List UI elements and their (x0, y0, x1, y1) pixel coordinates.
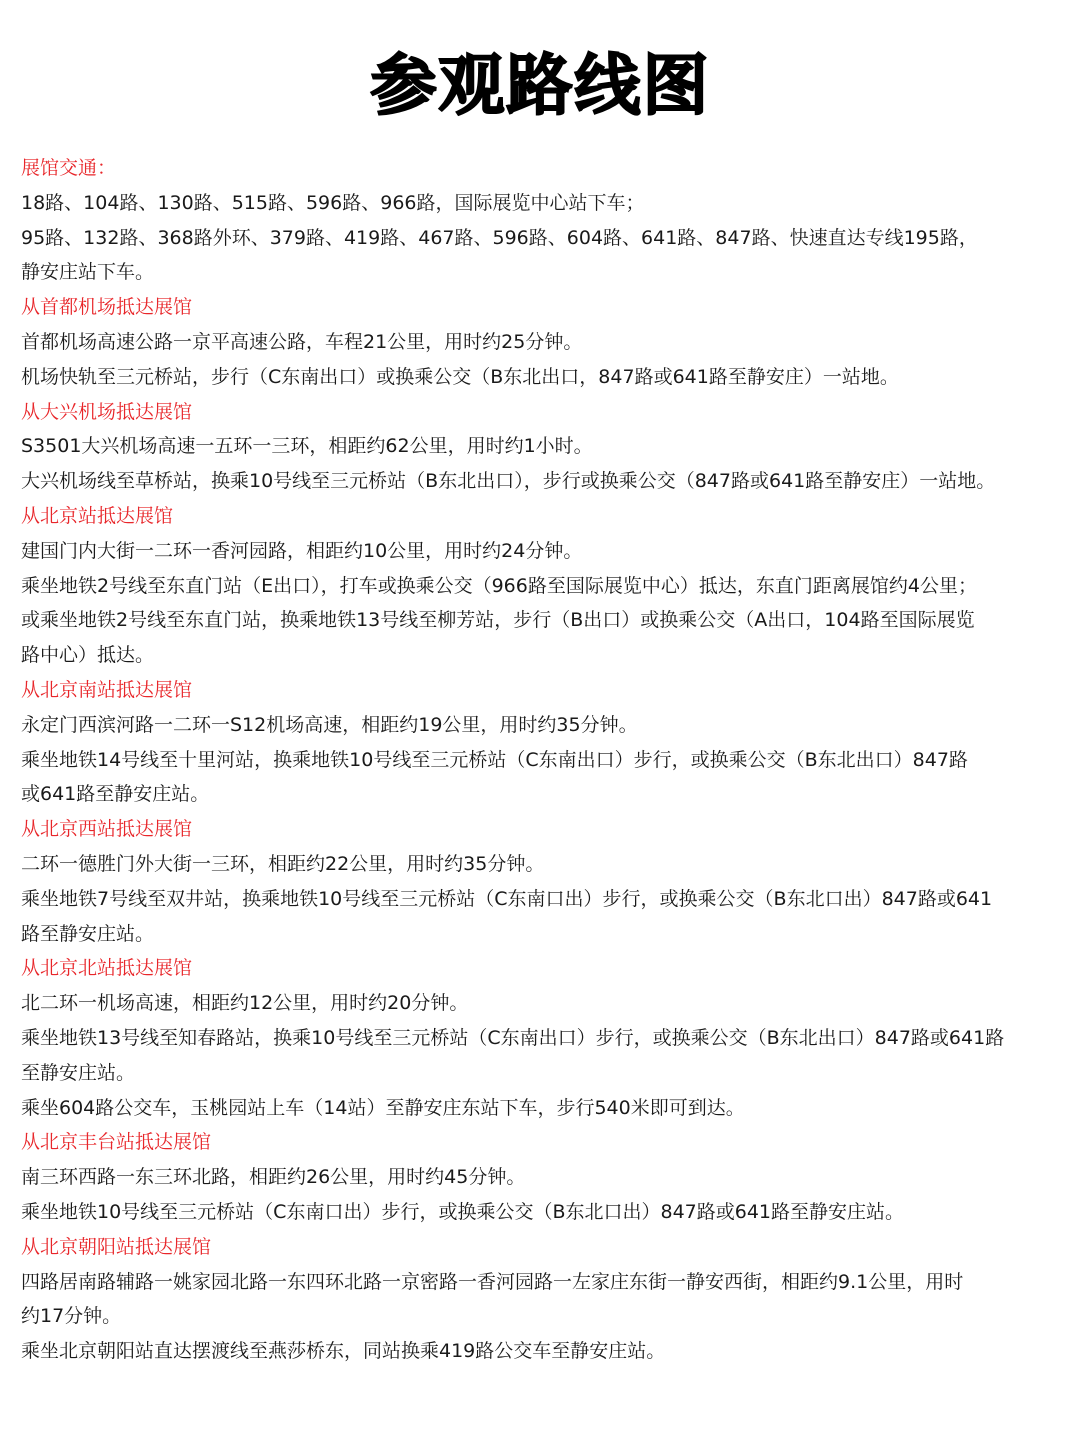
route-line: 乘坐地铁10号线至三元桥站（C东南口出）步行，或换乘公交（B东北口出）847路或641路至静安庄站。 (21, 1200, 905, 1223)
route-section (21, 1125, 1060, 1229)
route-section (21, 951, 1060, 1125)
section-heading: 从北京北站抵达展馆 (21, 957, 193, 980)
route-line: 永定门西滨河路一二环一S12机场高速，相距约19公里，用时约35分钟。 (21, 713, 638, 736)
route-line: 乘坐604路公交车，玉桃园站上车（14站）至静安庄东站下车，步行540米即可到达。 (21, 1096, 745, 1119)
route-line: 建国门内大街一二环一香河园路，相距约10公里，用时约24分钟。 (21, 539, 583, 562)
route-section (21, 499, 1060, 673)
section-heading: 从北京朝阳站抵达展馆 (21, 1235, 212, 1258)
route-line: 95路、132路、368路外环、379路、419路、467路、596路、604路、641路、847路、快速直达专线195路， (21, 226, 978, 249)
route-content (21, 151, 1060, 1369)
route-line: 南三环西路一东三环北路，相距约26公里，用时约45分钟。 (21, 1166, 526, 1189)
route-line: 或乘坐地铁2号线至东直门站，换乘地铁13号线至柳芳站，步行（B出口）或换乘公交（A出口，104路至国际展览 (21, 609, 975, 632)
page-title: 参观路线图 (370, 47, 711, 124)
route-line: 乘坐地铁14号线至十里河站，换乘地铁10号线至三元桥站（C东南出口）步行，或换乘公交（B东北出口）847路 (21, 748, 968, 771)
route-line: 乘坐地铁13号线至知春路站，换乘10号线至三元桥站（C东南出口）步行，或换乘公交（B东北出口）847路或641路 (21, 1026, 1005, 1049)
route-line: 机场快轨至三元桥站，步行（C东南出口）或换乘公交（B东北出口，847路或641路至静安庄）一站地。 (21, 365, 899, 388)
route-line: 约17分钟。 (21, 1305, 122, 1328)
route-section (21, 290, 1060, 394)
route-section (21, 151, 1060, 290)
section-heading: 展馆交通： (21, 157, 117, 179)
route-line: 首都机场高速公路一京平高速公路，车程21公里，用时约25分钟。 (21, 330, 583, 353)
route-line: 大兴机场线至草桥站，换乘10号线至三元桥站（B东北出口），步行或换乘公交（847路或641路至静安庄）一站地。 (21, 470, 996, 493)
route-line: 路至静安庄站。 (21, 922, 155, 945)
route-line: 路中心）抵达。 (21, 644, 155, 667)
route-line: 乘坐地铁7号线至双井站，换乘地铁10号线至三元桥站（C东南口出）步行，或换乘公交（B东北口出）847路或641 (21, 887, 993, 910)
route-section (21, 395, 1060, 499)
route-section (21, 1230, 1060, 1369)
section-heading: 从首都机场抵达展馆 (21, 296, 193, 319)
route-section (21, 673, 1060, 812)
route-line: 静安庄站下车。 (21, 261, 155, 284)
section-heading: 从北京西站抵达展馆 (21, 818, 193, 841)
route-line: 或641路至静安庄站。 (21, 783, 210, 806)
route-line: 18路、104路、130路、515路、596路、966路，国际展览中心站下车； (21, 191, 645, 214)
section-heading: 从北京丰台站抵达展馆 (21, 1131, 212, 1154)
route-line: 乘坐北京朝阳站直达摆渡线至燕莎桥东，同站换乘419路公交车至静安庄站。 (21, 1340, 666, 1363)
route-line: 二环一德胜门外大街一三环，相距约22公里，用时约35分钟。 (21, 852, 545, 875)
route-line: 至静安庄站。 (21, 1061, 136, 1084)
route-section (21, 812, 1060, 951)
route-line: 北二环一机场高速，相距约12公里，用时约20分钟。 (21, 992, 469, 1015)
route-line: 四路居南路辅路一姚家园北路一东四环北路一京密路一香河园路一左家庄东街一静安西街，相距约9.1公里，用时 (21, 1270, 964, 1293)
section-heading: 从大兴机场抵达展馆 (21, 400, 193, 423)
section-heading: 从北京站抵达展馆 (21, 504, 174, 527)
section-heading: 从北京南站抵达展馆 (21, 678, 193, 701)
route-line: S3501大兴机场高速一五环一三环，相距约62公里，用时约1小时。 (21, 435, 593, 458)
route-line: 乘坐地铁2号线至东直门站（E出口），打车或换乘公交（966路至国际展览中心）抵达，东直门距离展馆约4公里； (21, 574, 977, 597)
